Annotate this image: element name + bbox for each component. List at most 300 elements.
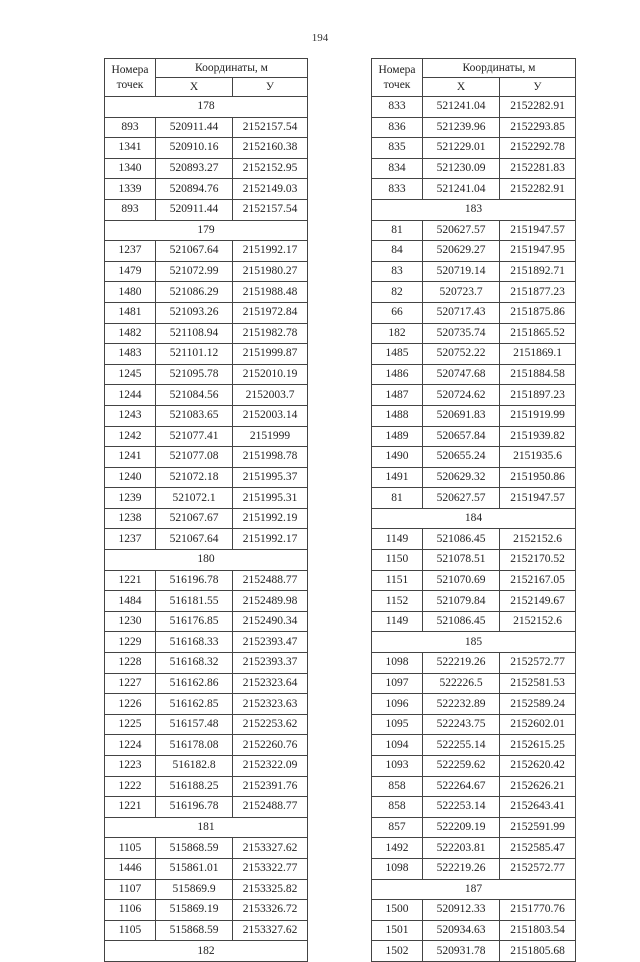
y-coordinate: 2152010.19	[233, 364, 308, 385]
y-coordinate: 2152591.99	[500, 817, 576, 838]
point-number: 1239	[105, 488, 156, 509]
table-row	[372, 550, 576, 571]
y-coordinate: 2151980.27	[233, 261, 308, 282]
x-coordinate: 520719.14	[423, 261, 500, 282]
y-coordinate: 2152620.42	[500, 756, 576, 777]
table-row	[372, 570, 576, 591]
x-coordinate: 522209.19	[423, 817, 500, 838]
table-row	[105, 673, 308, 694]
point-number: 1105	[105, 920, 156, 941]
y-coordinate: 2152589.24	[500, 694, 576, 715]
point-number: 1483	[105, 344, 156, 365]
point-number: 1093	[372, 756, 423, 777]
point-number: 1241	[105, 447, 156, 468]
point-number: 1224	[105, 735, 156, 756]
y-coordinate: 2151869.1	[500, 344, 576, 365]
y-coordinate: 2152149.67	[500, 591, 576, 612]
y-coordinate: 2153325.82	[233, 879, 308, 900]
point-number: 1489	[372, 426, 423, 447]
table-row	[372, 241, 576, 262]
table-row	[372, 323, 576, 344]
y-coordinate: 2152003.7	[233, 385, 308, 406]
group-row	[105, 550, 308, 571]
table-row	[372, 385, 576, 406]
x-coordinate: 522219.26	[423, 653, 500, 674]
y-coordinate: 2151999.87	[233, 344, 308, 365]
group-number: 178	[105, 97, 308, 118]
point-number: 81	[372, 220, 423, 241]
y-coordinate: 2152160.38	[233, 138, 308, 159]
point-number: 1488	[372, 405, 423, 426]
table-row	[105, 302, 308, 323]
table-row	[105, 858, 308, 879]
y-coordinate: 2152281.83	[500, 158, 576, 179]
y-coordinate: 2151992.19	[233, 508, 308, 529]
table-row	[105, 158, 308, 179]
table-row	[372, 735, 576, 756]
point-number: 1227	[105, 673, 156, 694]
point-number: 1479	[105, 261, 156, 282]
y-coordinate: 2152572.77	[500, 858, 576, 879]
point-number: 1340	[105, 158, 156, 179]
point-number: 1237	[105, 529, 156, 550]
y-coordinate: 2152391.76	[233, 776, 308, 797]
table-row	[372, 591, 576, 612]
x-coordinate: 520629.32	[423, 467, 500, 488]
x-coordinate: 515861.01	[156, 858, 233, 879]
x-coordinate: 521095.78	[156, 364, 233, 385]
point-number: 1107	[105, 879, 156, 900]
table-row	[372, 529, 576, 550]
point-number: 833	[372, 97, 423, 118]
x-coordinate: 520627.57	[423, 488, 500, 509]
table-row	[105, 344, 308, 365]
point-number: 1341	[105, 138, 156, 159]
table-row	[372, 117, 576, 138]
table-row	[105, 241, 308, 262]
point-number: 1105	[105, 838, 156, 859]
point-number: 84	[372, 241, 423, 262]
table-row	[105, 508, 308, 529]
point-number: 1487	[372, 385, 423, 406]
point-number: 1492	[372, 838, 423, 859]
table-row	[105, 364, 308, 385]
table-row	[372, 817, 576, 838]
point-number: 1491	[372, 467, 423, 488]
table-row	[105, 179, 308, 200]
y-coordinate: 2152157.54	[233, 117, 308, 138]
y-coordinate: 2151947.95	[500, 241, 576, 262]
x-coordinate: 520735.74	[423, 323, 500, 344]
y-coordinate: 2152602.01	[500, 714, 576, 735]
x-coordinate: 522243.75	[423, 714, 500, 735]
table-row	[105, 694, 308, 715]
point-number: 1501	[372, 920, 423, 941]
point-number: 1106	[105, 900, 156, 921]
point-number: 1482	[105, 323, 156, 344]
point-number: 1098	[372, 653, 423, 674]
point-number: 1500	[372, 900, 423, 921]
x-coordinate: 521241.04	[423, 97, 500, 118]
x-coordinate: 516181.55	[156, 591, 233, 612]
point-number: 1149	[372, 611, 423, 632]
x-coordinate: 520724.62	[423, 385, 500, 406]
group-row	[105, 97, 308, 118]
point-number: 1225	[105, 714, 156, 735]
header-x: X	[423, 78, 500, 97]
y-coordinate: 2152292.78	[500, 138, 576, 159]
x-coordinate: 516168.32	[156, 653, 233, 674]
group-number: 179	[105, 220, 308, 241]
y-coordinate: 2151998.78	[233, 447, 308, 468]
y-coordinate: 2151988.48	[233, 282, 308, 303]
point-number: 81	[372, 488, 423, 509]
point-number: 834	[372, 158, 423, 179]
group-number: 184	[372, 508, 576, 529]
y-coordinate: 2151992.17	[233, 529, 308, 550]
table-row	[372, 941, 576, 962]
coordinates-table-right	[371, 58, 576, 962]
table-row	[372, 364, 576, 385]
x-coordinate: 521101.12	[156, 344, 233, 365]
table-row	[372, 858, 576, 879]
y-coordinate: 2152393.47	[233, 632, 308, 653]
table-row	[372, 158, 576, 179]
table-row	[105, 261, 308, 282]
y-coordinate: 2152643.41	[500, 797, 576, 818]
y-coordinate: 2152253.62	[233, 714, 308, 735]
point-number: 1240	[105, 467, 156, 488]
point-number: 1242	[105, 426, 156, 447]
table-row	[105, 570, 308, 591]
x-coordinate: 520931.78	[423, 941, 500, 962]
table-row	[372, 302, 576, 323]
y-coordinate: 2152152.6	[500, 611, 576, 632]
point-number: 1490	[372, 447, 423, 468]
y-coordinate: 2151992.17	[233, 241, 308, 262]
point-number: 1502	[372, 941, 423, 962]
y-coordinate: 2151805.68	[500, 941, 576, 962]
point-number: 1484	[105, 591, 156, 612]
table-row	[105, 838, 308, 859]
y-coordinate: 2151950.86	[500, 467, 576, 488]
x-coordinate: 520627.57	[423, 220, 500, 241]
x-coordinate: 520752.22	[423, 344, 500, 365]
table-row	[372, 714, 576, 735]
point-number: 1094	[372, 735, 423, 756]
group-number: 187	[372, 879, 576, 900]
y-coordinate: 2152393.37	[233, 653, 308, 674]
x-coordinate: 521239.96	[423, 117, 500, 138]
point-number: 1222	[105, 776, 156, 797]
table-row	[105, 900, 308, 921]
point-number: 1244	[105, 385, 156, 406]
table-row	[105, 879, 308, 900]
table-row	[372, 138, 576, 159]
x-coordinate: 516182.8	[156, 756, 233, 777]
point-number: 1237	[105, 241, 156, 262]
point-number: 1098	[372, 858, 423, 879]
x-coordinate: 522255.14	[423, 735, 500, 756]
y-coordinate: 2151999	[233, 426, 308, 447]
table-row	[105, 488, 308, 509]
x-coordinate: 515868.59	[156, 920, 233, 941]
table-row	[105, 323, 308, 344]
y-coordinate: 2152260.76	[233, 735, 308, 756]
group-row	[372, 632, 576, 653]
group-row	[372, 879, 576, 900]
point-number: 1221	[105, 797, 156, 818]
header-coordinates: Координаты, м	[423, 59, 576, 78]
point-number: 1226	[105, 694, 156, 715]
group-row	[105, 220, 308, 241]
x-coordinate: 521078.51	[423, 550, 500, 571]
y-coordinate: 2152489.98	[233, 591, 308, 612]
y-coordinate: 2151803.54	[500, 920, 576, 941]
point-number: 1480	[105, 282, 156, 303]
table-row	[372, 838, 576, 859]
x-coordinate: 522259.62	[423, 756, 500, 777]
y-coordinate: 2151995.31	[233, 488, 308, 509]
y-coordinate: 2152152.95	[233, 158, 308, 179]
point-number: 1485	[372, 344, 423, 365]
table-row	[372, 673, 576, 694]
y-coordinate: 2152323.64	[233, 673, 308, 694]
y-coordinate: 2152282.91	[500, 179, 576, 200]
point-number: 833	[372, 179, 423, 200]
y-coordinate: 2151947.57	[500, 488, 576, 509]
table-row	[372, 447, 576, 468]
x-coordinate: 516162.85	[156, 694, 233, 715]
x-coordinate: 516188.25	[156, 776, 233, 797]
table-row	[372, 261, 576, 282]
point-number: 1097	[372, 673, 423, 694]
table-row	[105, 797, 308, 818]
y-coordinate: 2151884.58	[500, 364, 576, 385]
point-number: 1339	[105, 179, 156, 200]
x-coordinate: 522219.26	[423, 858, 500, 879]
table-row	[105, 467, 308, 488]
x-coordinate: 521086.29	[156, 282, 233, 303]
x-coordinate: 520911.44	[156, 117, 233, 138]
x-coordinate: 520911.44	[156, 199, 233, 220]
point-number: 1149	[372, 529, 423, 550]
x-coordinate: 521067.64	[156, 529, 233, 550]
table-row	[372, 426, 576, 447]
x-coordinate: 521067.67	[156, 508, 233, 529]
table-row	[372, 220, 576, 241]
x-coordinate: 521070.69	[423, 570, 500, 591]
x-coordinate: 521093.26	[156, 302, 233, 323]
x-coordinate: 521241.04	[423, 179, 500, 200]
coordinates-table-left	[104, 58, 308, 962]
point-number: 1245	[105, 364, 156, 385]
x-coordinate: 521084.56	[156, 385, 233, 406]
group-row	[105, 941, 308, 962]
x-coordinate: 516196.78	[156, 570, 233, 591]
x-coordinate: 520747.68	[423, 364, 500, 385]
group-number: 185	[372, 632, 576, 653]
x-coordinate: 515869.19	[156, 900, 233, 921]
x-coordinate: 521083.65	[156, 405, 233, 426]
y-coordinate: 2152488.77	[233, 797, 308, 818]
point-number: 835	[372, 138, 423, 159]
table-row	[105, 632, 308, 653]
x-coordinate: 521086.45	[423, 529, 500, 550]
table-row	[105, 426, 308, 447]
y-coordinate: 2151877.23	[500, 282, 576, 303]
table-row	[105, 405, 308, 426]
x-coordinate: 520657.84	[423, 426, 500, 447]
table-row	[372, 179, 576, 200]
table-row	[105, 735, 308, 756]
x-coordinate: 521108.94	[156, 323, 233, 344]
y-coordinate: 2152003.14	[233, 405, 308, 426]
point-number: 82	[372, 282, 423, 303]
point-number: 1223	[105, 756, 156, 777]
y-coordinate: 2152157.54	[233, 199, 308, 220]
point-number: 66	[372, 302, 423, 323]
group-row	[372, 199, 576, 220]
y-coordinate: 2151865.52	[500, 323, 576, 344]
page-number: 194	[311, 32, 329, 44]
y-coordinate: 2152488.77	[233, 570, 308, 591]
y-coordinate: 2151939.82	[500, 426, 576, 447]
point-number: 83	[372, 261, 423, 282]
point-number: 858	[372, 797, 423, 818]
point-number: 1150	[372, 550, 423, 571]
x-coordinate: 522226.5	[423, 673, 500, 694]
point-number: 1096	[372, 694, 423, 715]
x-coordinate: 520723.7	[423, 282, 500, 303]
table-row	[372, 797, 576, 818]
table-row	[372, 405, 576, 426]
x-coordinate: 520629.27	[423, 241, 500, 262]
y-coordinate: 2152581.53	[500, 673, 576, 694]
table-row	[372, 467, 576, 488]
table-row	[105, 138, 308, 159]
x-coordinate: 521067.64	[156, 241, 233, 262]
group-row	[105, 817, 308, 838]
x-coordinate: 522253.14	[423, 797, 500, 818]
table-row	[105, 447, 308, 468]
table-row	[105, 653, 308, 674]
y-coordinate: 2151947.57	[500, 220, 576, 241]
point-number: 1243	[105, 405, 156, 426]
table-row	[372, 653, 576, 674]
table-row	[372, 282, 576, 303]
y-coordinate: 2151995.37	[233, 467, 308, 488]
table-row	[372, 756, 576, 777]
point-number: 858	[372, 776, 423, 797]
y-coordinate: 2151892.71	[500, 261, 576, 282]
table-row	[372, 488, 576, 509]
y-coordinate: 2152585.47	[500, 838, 576, 859]
table-row	[372, 97, 576, 118]
point-number: 893	[105, 117, 156, 138]
y-coordinate: 2152152.6	[500, 529, 576, 550]
table-row	[372, 611, 576, 632]
y-coordinate: 2153326.72	[233, 900, 308, 921]
table-row	[372, 900, 576, 921]
group-number: 182	[105, 941, 308, 962]
table-row	[372, 344, 576, 365]
x-coordinate: 516162.86	[156, 673, 233, 694]
x-coordinate: 520912.33	[423, 900, 500, 921]
point-number: 1228	[105, 653, 156, 674]
point-number: 1481	[105, 302, 156, 323]
table-row	[105, 776, 308, 797]
table-row	[105, 591, 308, 612]
point-number: 1151	[372, 570, 423, 591]
point-number: 1446	[105, 858, 156, 879]
y-coordinate: 2151770.76	[500, 900, 576, 921]
point-number: 1486	[372, 364, 423, 385]
y-coordinate: 2151875.86	[500, 302, 576, 323]
y-coordinate: 2152626.21	[500, 776, 576, 797]
x-coordinate: 522264.67	[423, 776, 500, 797]
x-coordinate: 515869.9	[156, 879, 233, 900]
x-coordinate: 521077.41	[156, 426, 233, 447]
table-row	[105, 199, 308, 220]
point-number: 857	[372, 817, 423, 838]
table-row	[372, 920, 576, 941]
x-coordinate: 516168.33	[156, 632, 233, 653]
x-coordinate: 521230.09	[423, 158, 500, 179]
y-coordinate: 2152490.34	[233, 611, 308, 632]
x-coordinate: 520893.27	[156, 158, 233, 179]
y-coordinate: 2152282.91	[500, 97, 576, 118]
table-row	[105, 611, 308, 632]
y-coordinate: 2153327.62	[233, 838, 308, 859]
x-coordinate: 520691.83	[423, 405, 500, 426]
x-coordinate: 521229.01	[423, 138, 500, 159]
x-coordinate: 515868.59	[156, 838, 233, 859]
x-coordinate: 516157.48	[156, 714, 233, 735]
y-coordinate: 2153322.77	[233, 858, 308, 879]
y-coordinate: 2153327.62	[233, 920, 308, 941]
y-coordinate: 2152322.09	[233, 756, 308, 777]
header-y: У	[500, 78, 576, 97]
header-points: Номера точек	[105, 59, 156, 97]
point-number: 1238	[105, 508, 156, 529]
x-coordinate: 520910.16	[156, 138, 233, 159]
x-coordinate: 520717.43	[423, 302, 500, 323]
y-coordinate: 2152615.25	[500, 735, 576, 756]
x-coordinate: 521072.1	[156, 488, 233, 509]
table-row	[105, 714, 308, 735]
table-row	[105, 529, 308, 550]
group-number: 180	[105, 550, 308, 571]
point-number: 1095	[372, 714, 423, 735]
x-coordinate: 520655.24	[423, 447, 500, 468]
x-coordinate: 516196.78	[156, 797, 233, 818]
x-coordinate: 521079.84	[423, 591, 500, 612]
header-coordinates: Координаты, м	[156, 59, 308, 78]
x-coordinate: 522203.81	[423, 838, 500, 859]
point-number: 1230	[105, 611, 156, 632]
y-coordinate: 2151897.23	[500, 385, 576, 406]
x-coordinate: 521086.45	[423, 611, 500, 632]
group-row	[372, 508, 576, 529]
table-row	[105, 385, 308, 406]
group-number: 183	[372, 199, 576, 220]
x-coordinate: 522232.89	[423, 694, 500, 715]
x-coordinate: 521072.99	[156, 261, 233, 282]
y-coordinate: 2151919.99	[500, 405, 576, 426]
y-coordinate: 2151972.84	[233, 302, 308, 323]
x-coordinate: 516178.08	[156, 735, 233, 756]
